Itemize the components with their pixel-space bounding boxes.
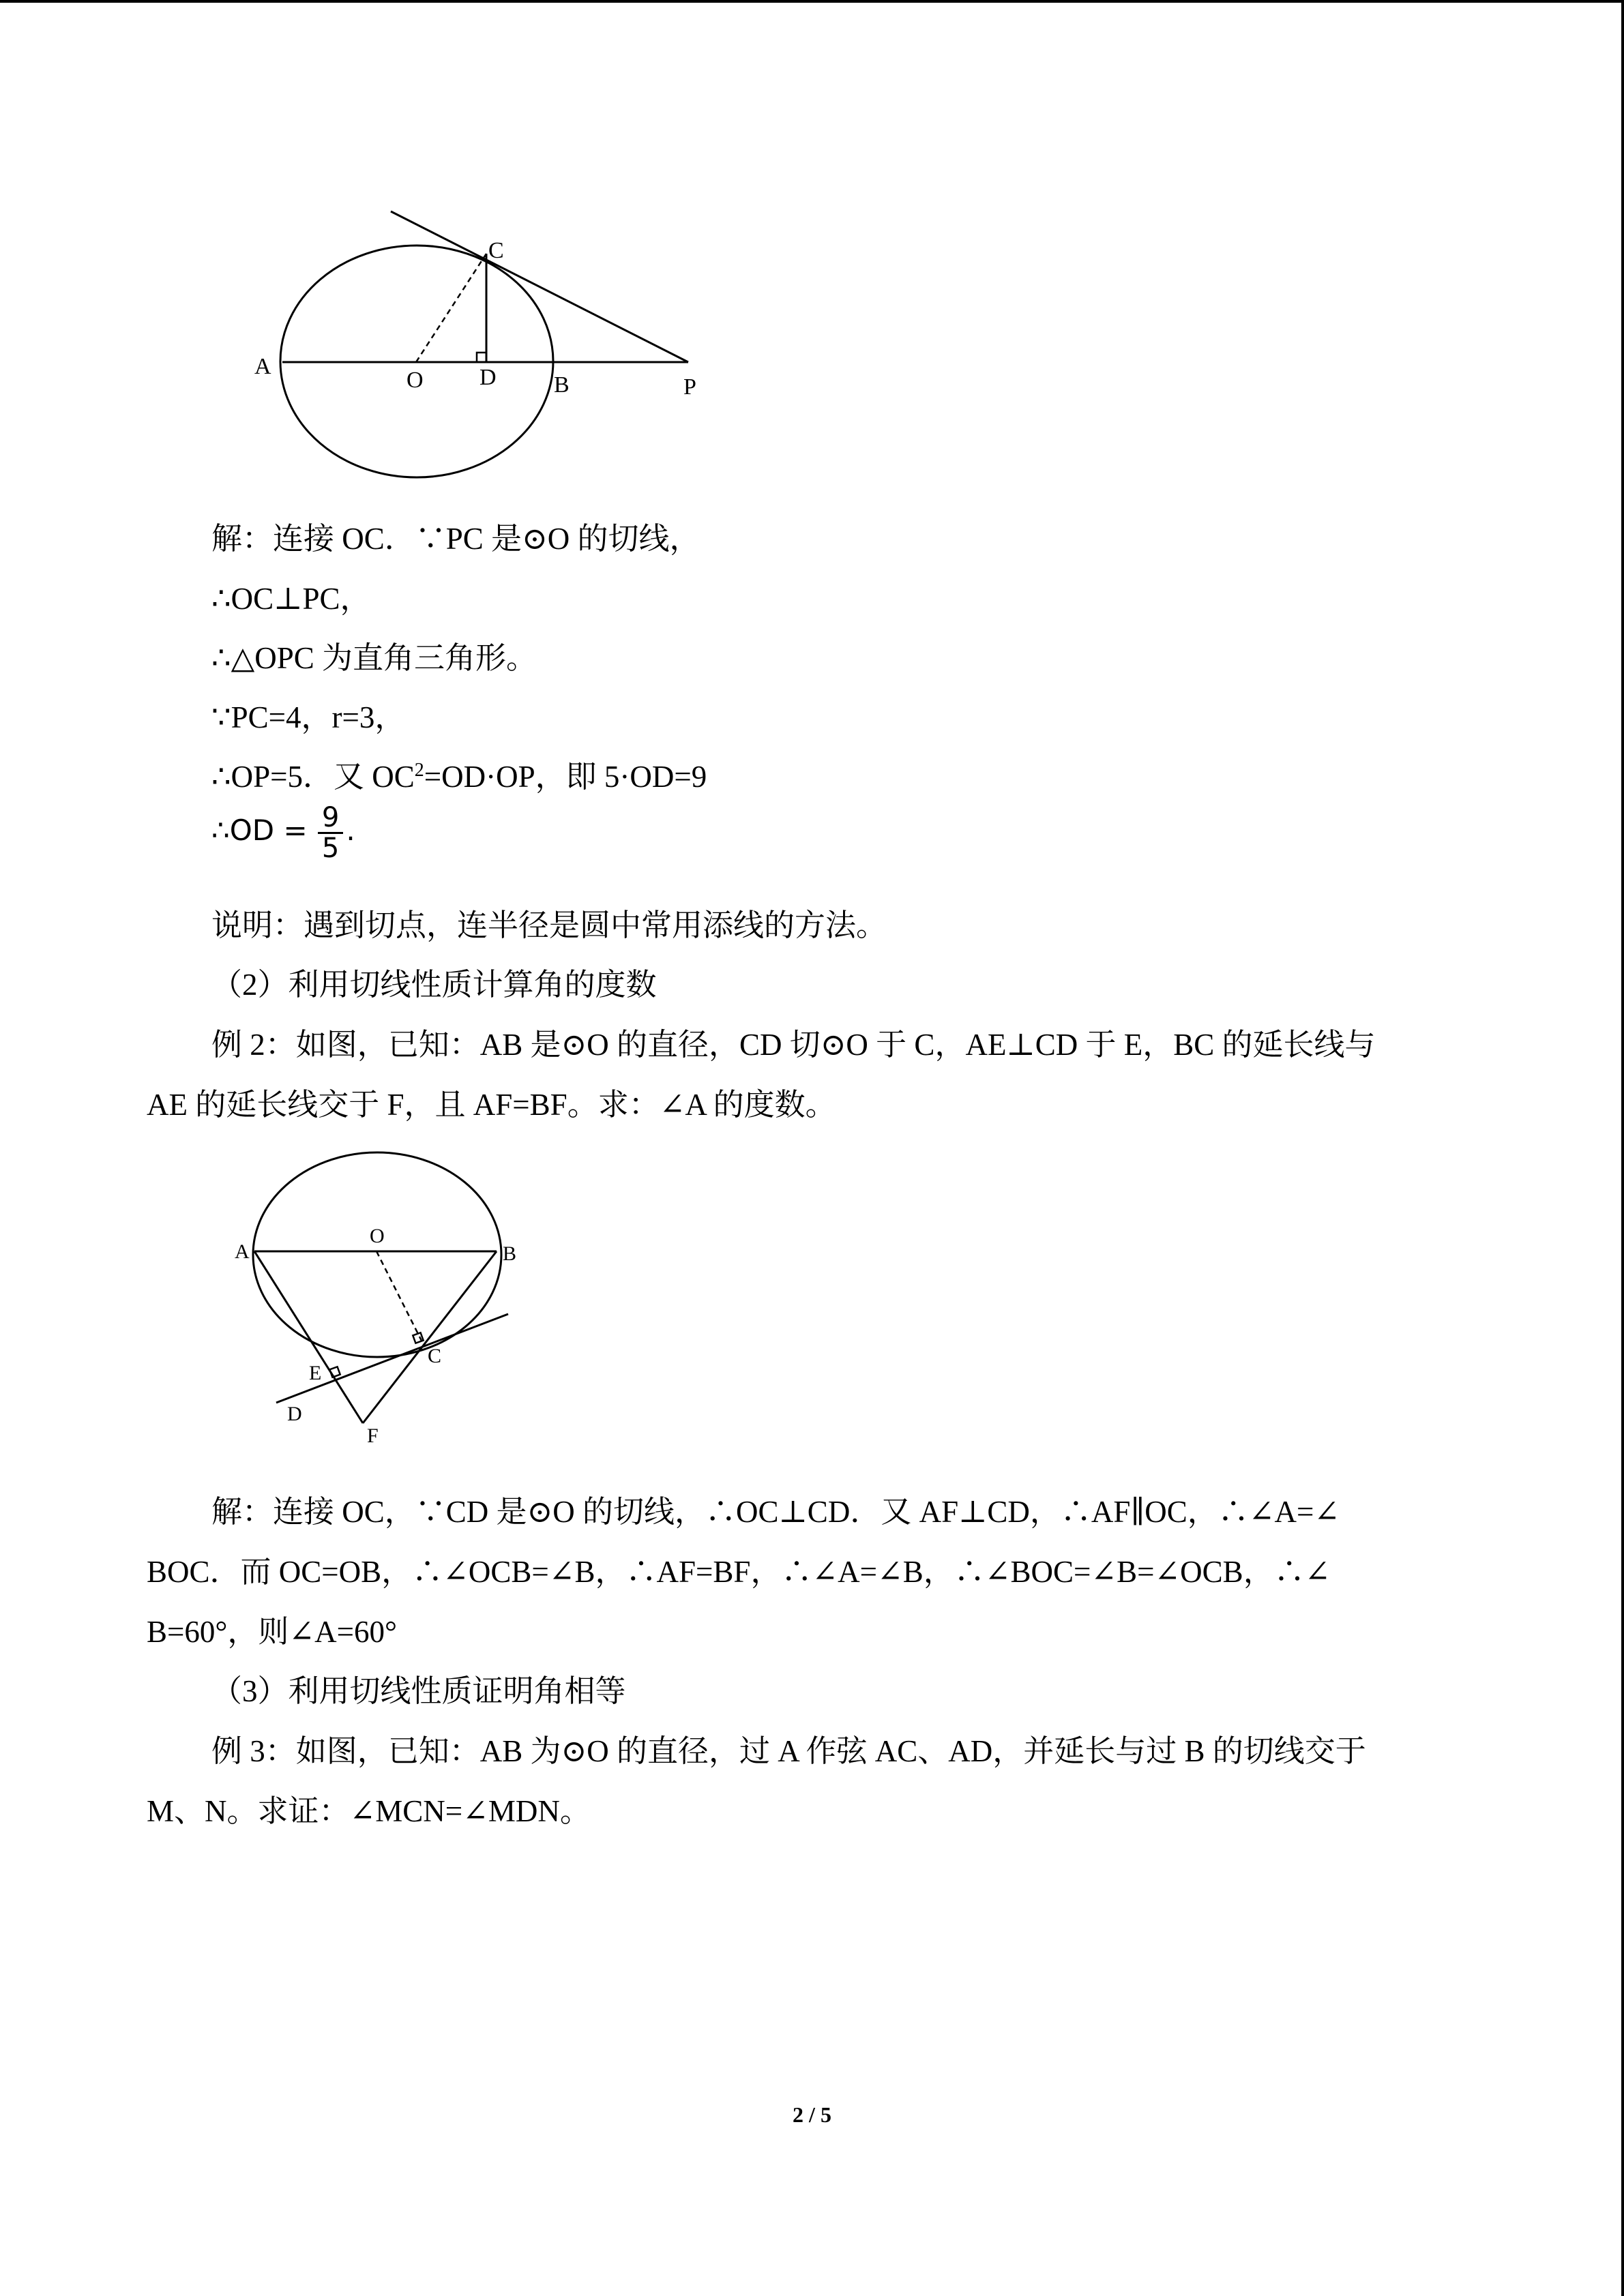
fraction-nine-fifths bbox=[318, 803, 343, 863]
solution2-line2: BOC．而 OC=OB，∴∠OCB=∠B，∴AF=BF，∴∠A=∠B，∴∠BOC=∠B=∠OCB，∴∠ bbox=[147, 1555, 1331, 1589]
tangent-line-pc bbox=[391, 211, 688, 362]
fraction-denominator: 5 bbox=[321, 833, 340, 864]
solution1-line5-a: ∴OP=5．又 OC bbox=[211, 760, 415, 794]
solution1-line5-sup: 2 bbox=[414, 760, 424, 781]
solution1-line6-suffix: . bbox=[346, 813, 355, 847]
example3-line1: 例 3：如图，已知：AB 为⊙O 的直径，过 A 作弦 AC、AD，并延长与过 B 的切线交于 bbox=[211, 1734, 1366, 1768]
page-border-top bbox=[0, 0, 1624, 3]
section2-title: （2）利用切线性质计算角的度数 bbox=[211, 968, 657, 1002]
label2-f: F bbox=[367, 1425, 379, 1447]
label2-e: E bbox=[309, 1362, 322, 1384]
note-line: 说明：遇到切点，连半径是圆中常用添线的方法。 bbox=[211, 908, 887, 942]
label-b: B bbox=[554, 372, 570, 398]
label-a: A bbox=[254, 354, 271, 379]
solution1-line6 bbox=[211, 803, 355, 863]
solution1-line4: ∵PC=4，r=3， bbox=[211, 700, 406, 734]
right-angle-mark-e bbox=[329, 1367, 340, 1377]
label2-d: D bbox=[287, 1403, 302, 1425]
right-angle-mark-d bbox=[477, 353, 486, 362]
segment-bc-f bbox=[363, 1251, 497, 1423]
label-c: C bbox=[488, 238, 504, 263]
solution1-line5-b: =OD·OP，即 5·OD=9 bbox=[424, 760, 707, 794]
example2-line1: 例 2：如图，已知：AB 是⊙O 的直径，CD 切⊙O 于 C，AE⊥CD 于 E，BC 的延长线与 bbox=[211, 1028, 1376, 1062]
solution1-line1: 解：连接 OC．∵PC 是⊙O 的切线， bbox=[211, 522, 700, 556]
label2-a: A bbox=[235, 1240, 250, 1263]
figure-2-tangent-diagram bbox=[225, 1132, 532, 1459]
solution1-line5 bbox=[211, 762, 707, 792]
segment-ae-f bbox=[254, 1251, 363, 1423]
example2-line2: AE 的延长线交于 F，且 AF=BF。求：∠A 的度数。 bbox=[147, 1088, 836, 1122]
segment-oc-dashed bbox=[416, 254, 486, 362]
section3-title: （3）利用切线性质证明角相等 bbox=[211, 1674, 626, 1708]
label-o: O bbox=[407, 368, 424, 393]
tangent-line-dc bbox=[276, 1314, 508, 1403]
page-border-right bbox=[1621, 0, 1624, 2296]
label2-o: O bbox=[370, 1225, 385, 1247]
label-p: P bbox=[683, 374, 696, 400]
solution1-line6-prefix: ∴OD = bbox=[211, 813, 308, 847]
label-d: D bbox=[479, 365, 497, 390]
solution2-line3: B=60°，则∠A=60° bbox=[147, 1615, 397, 1649]
example3-line2: M、N。求证：∠MCN=∠MDN。 bbox=[147, 1794, 591, 1828]
segment-oc-dashed-2 bbox=[377, 1251, 423, 1343]
fraction-numerator: 9 bbox=[318, 803, 343, 834]
solution2-line1: 解：连接 OC，∵CD 是⊙O 的切线，∴OC⊥CD．又 AF⊥CD，∴AF∥OC，∴∠A=∠ bbox=[211, 1495, 1340, 1529]
figure-1-tangent-diagram bbox=[246, 201, 750, 488]
right-angle-mark-c bbox=[413, 1332, 423, 1343]
page-number: 2 / 5 bbox=[793, 2102, 831, 2127]
solution1-line3: ∴△OPC 为直角三角形。 bbox=[211, 641, 537, 675]
label2-b: B bbox=[503, 1242, 517, 1265]
circle-o-2 bbox=[253, 1152, 501, 1357]
solution1-line2: ∴OC⊥PC， bbox=[211, 582, 371, 616]
label2-c: C bbox=[428, 1345, 442, 1367]
